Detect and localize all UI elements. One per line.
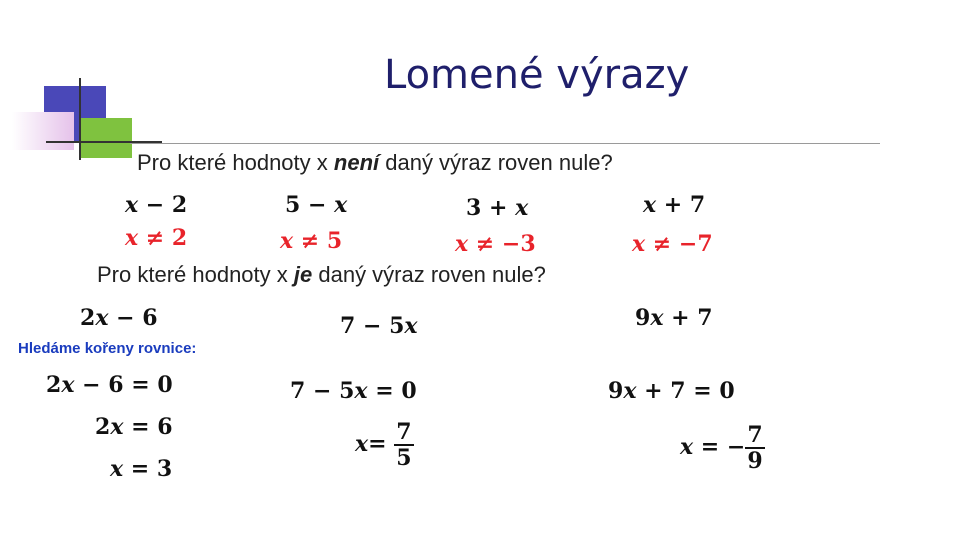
green-square xyxy=(80,118,132,158)
condition-1: x ≠ 2 xyxy=(125,225,188,251)
emphasis-text: není xyxy=(333,150,380,175)
expression-3: 3 + x xyxy=(466,195,529,221)
expression-7: 9x + 7 xyxy=(635,305,713,331)
hint-label: Hledáme kořeny rovnice: xyxy=(18,340,197,357)
condition-3: x ≠ −3 xyxy=(455,231,536,257)
fraction: $\frac{7}{9}$ xyxy=(747,422,763,474)
emphasis-text: je xyxy=(293,262,313,287)
underline xyxy=(130,143,880,144)
question-text: daný výraz roven nule? xyxy=(379,150,613,175)
expression-4: x + 7 xyxy=(643,192,706,218)
pink-square xyxy=(12,112,74,150)
solution-3-step-2: x = − $\frac{7}{9}$ xyxy=(680,422,763,474)
question-text: daný výraz roven nule? xyxy=(312,262,546,287)
expression-6: 7 − 5x xyxy=(340,313,418,339)
solution-2-step-2: x= $\frac{7}{5}$ xyxy=(355,419,412,471)
solution-3-step-1: 9x + 7 = 0 xyxy=(608,378,735,404)
solution-1-step-2: 2x = 6 xyxy=(95,414,173,440)
expression-2: 5 − x xyxy=(285,192,348,218)
question-not-zero xyxy=(137,150,613,176)
vertical-line xyxy=(79,78,81,160)
question-is-zero xyxy=(97,262,546,288)
fraction: $\frac{7}{5}$ xyxy=(396,419,412,471)
solution-1-step-1: 2x − 6 = 0 xyxy=(46,372,173,398)
condition-2: x ≠ 5 xyxy=(280,228,343,254)
expression-5: 2x − 6 xyxy=(80,305,158,331)
question-text: Pro které hodnoty x xyxy=(137,150,334,175)
page-title: Lomené výrazy xyxy=(384,52,690,98)
solution-1-step-3: x = 3 xyxy=(110,456,173,482)
condition-4: x ≠ −7 xyxy=(632,231,713,257)
solution-2-step-1: 7 − 5x = 0 xyxy=(290,378,417,404)
question-text: Pro které hodnoty x xyxy=(97,262,294,287)
expression-1: x − 2 xyxy=(125,192,188,218)
